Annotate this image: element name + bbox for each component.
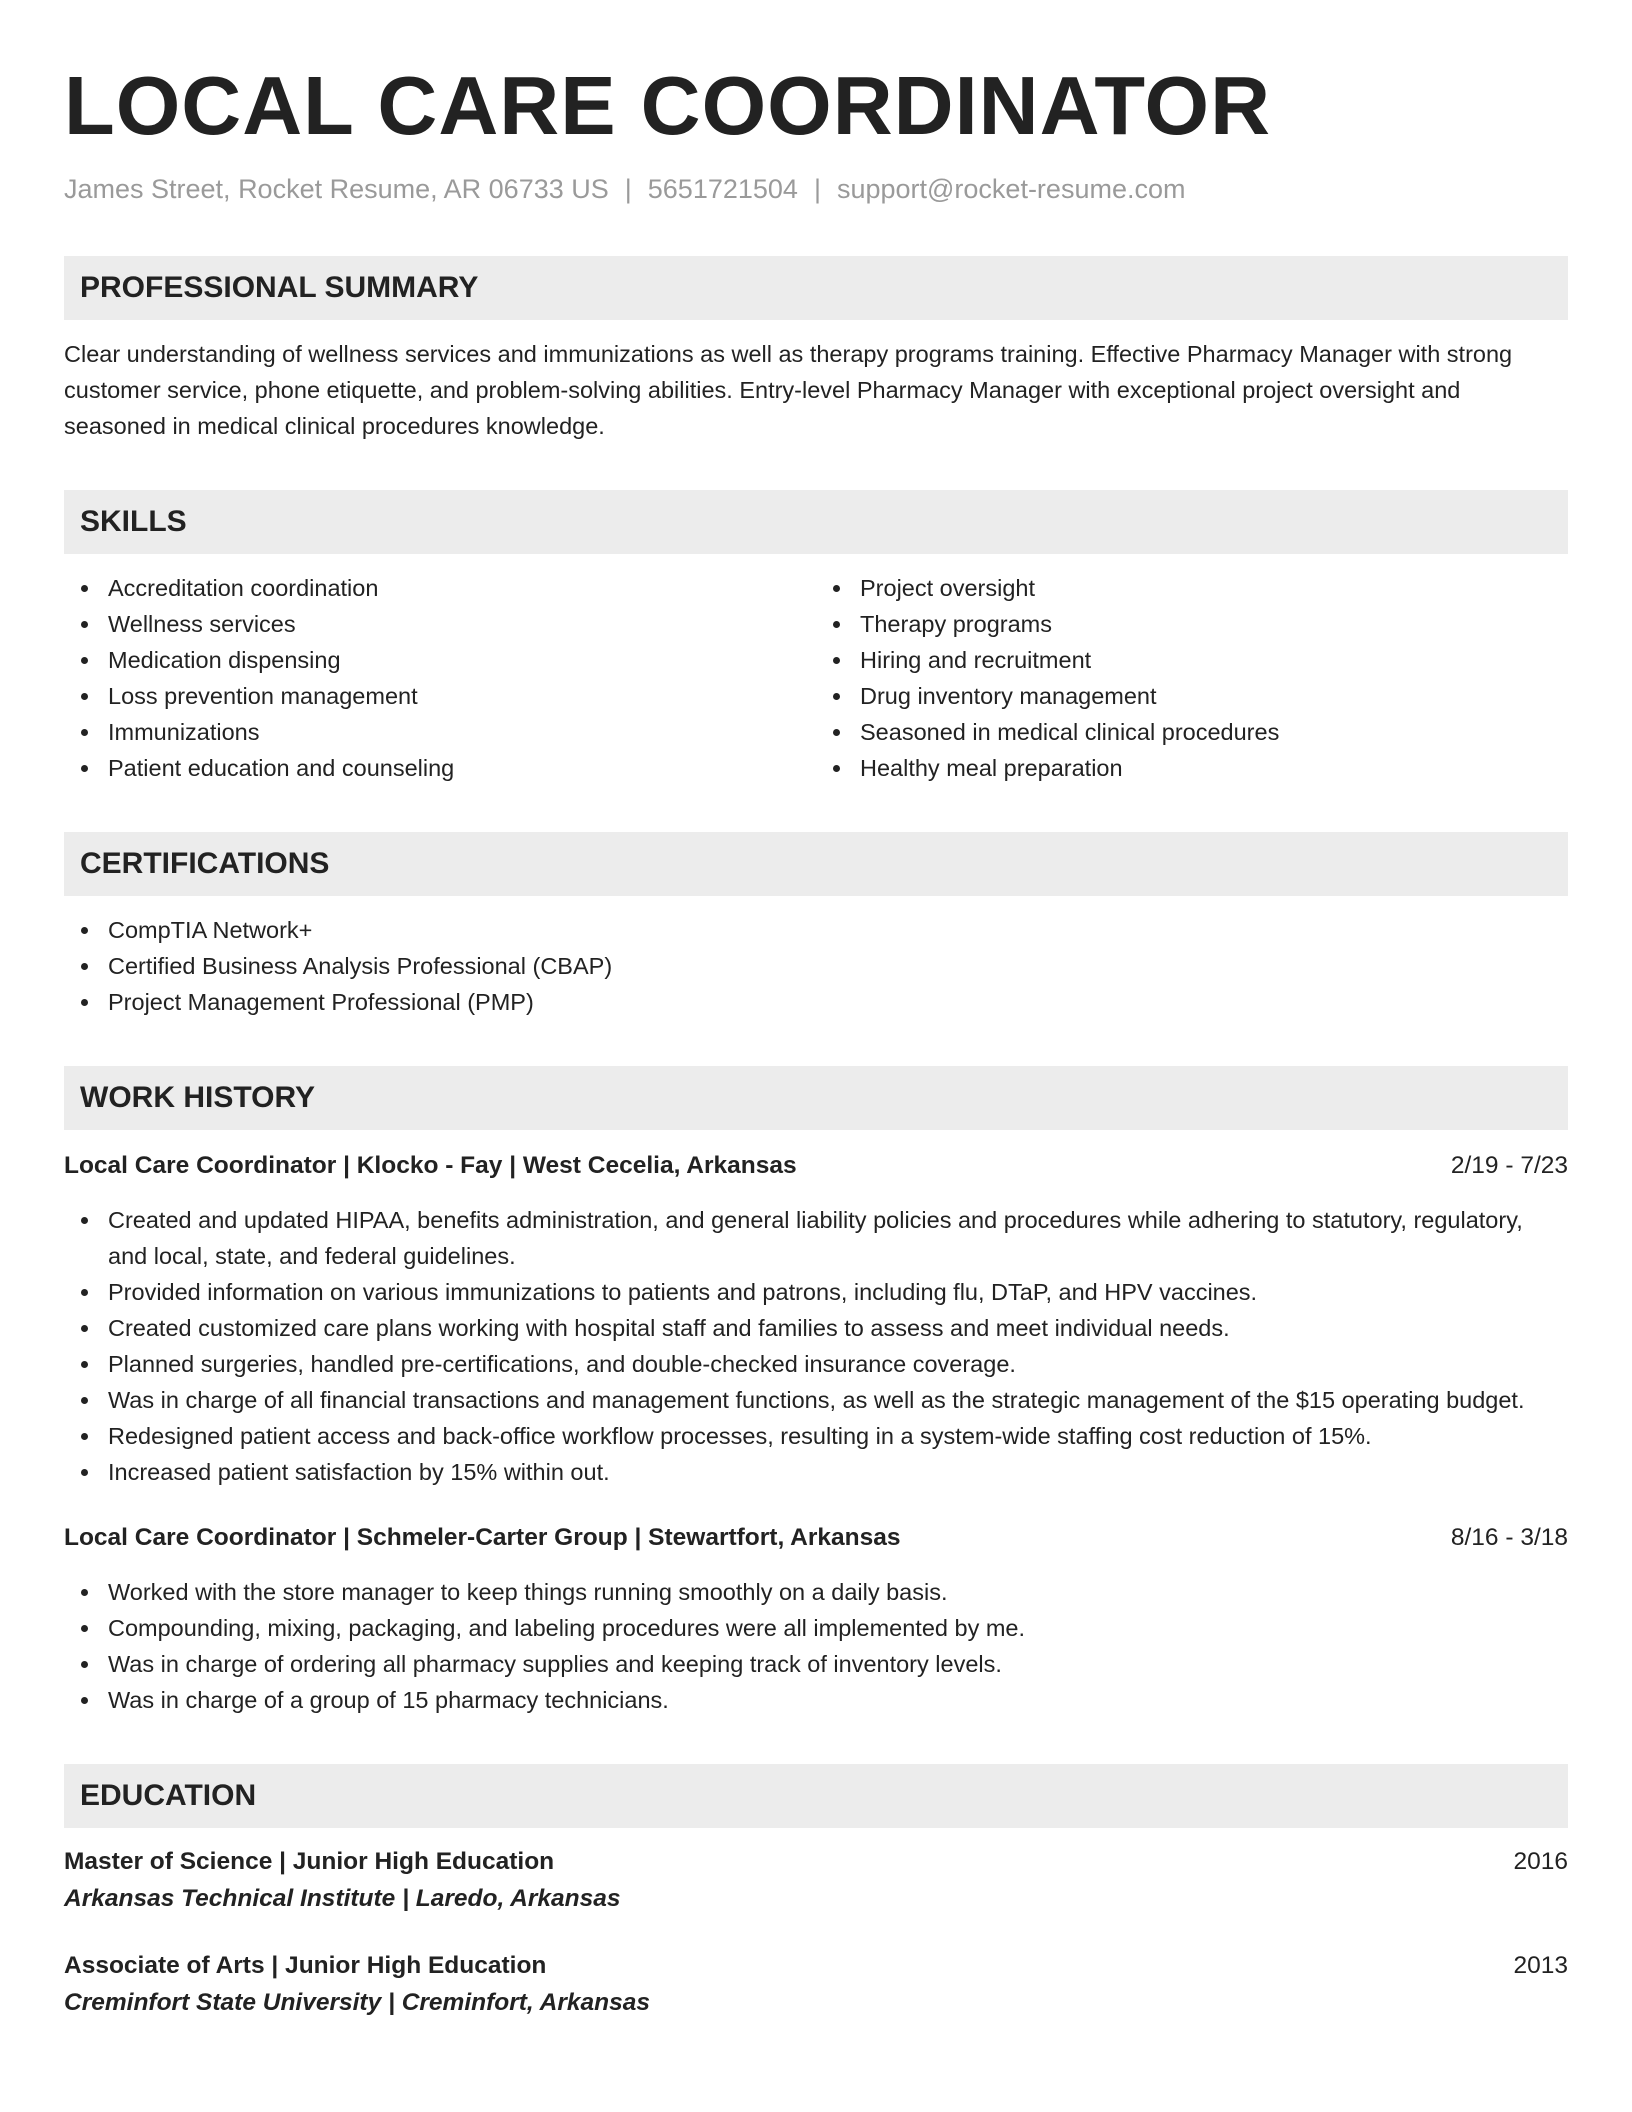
contact-address: James Street, Rocket Resume, AR 06733 US [64, 174, 609, 204]
education-degree: Associate of Arts | Junior High Education [64, 1952, 547, 1979]
certification-item: CompTIA Network+ [64, 912, 1568, 948]
skill-item: Immunizations [64, 714, 816, 750]
certifications-list [64, 912, 1568, 1020]
job-bullet: Was in charge of all financial transactions and management functions, as well as the strategic management of the $15 operating budget. [64, 1382, 1568, 1418]
section-header-summary: PROFESSIONAL SUMMARY [64, 256, 1568, 320]
contact-separator: | [624, 174, 632, 204]
skill-item: Therapy programs [816, 606, 1568, 642]
job-dates: 2/19 - 7/23 [1450, 1152, 1568, 1179]
job-heading: Local Care Coordinator | Klocko - Fay | West Cecelia, Arkansas [64, 1152, 797, 1179]
section-header-certifications: CERTIFICATIONS [64, 832, 1568, 896]
education-school: Arkansas Technical Institute | Laredo, Arkansas [64, 1885, 621, 1912]
job-bullet: Created and updated HIPAA, benefits administration, and general liability policies and procedures while adhering to statutory, regulatory, and local, state, and federal guidelines. [64, 1202, 1568, 1274]
job-bullet: Compounding, mixing, packaging, and labeling procedures were all implemented by me. [64, 1610, 1568, 1646]
job-bullet: Redesigned patient access and back-office workflow processes, resulting in a system-wide staffing cost reduction of 15%. [64, 1418, 1568, 1454]
job-bullet: Was in charge of a group of 15 pharmacy technicians. [64, 1682, 1568, 1718]
skill-item: Medication dispensing [64, 642, 816, 678]
skill-item: Patient education and counseling [64, 750, 816, 786]
job-header [64, 1148, 1568, 1184]
skills-column-right [816, 570, 1568, 786]
section-header-education: EDUCATION [64, 1764, 1568, 1828]
job-heading: Local Care Coordinator | Schmeler-Carter Group | Stewartfort, Arkansas [64, 1524, 901, 1551]
job-bullet: Planned surgeries, handled pre-certifications, and double-checked insurance coverage. [64, 1346, 1568, 1382]
job-bullet: Created customized care plans working with hospital staff and families to assess and meet individual needs. [64, 1310, 1568, 1346]
skill-item: Loss prevention management [64, 678, 816, 714]
contact-email: support@rocket-resume.com [836, 174, 1186, 204]
education-header [64, 1844, 1568, 1880]
skills-column-left [64, 570, 816, 786]
page-title: LOCAL CARE COORDINATOR [64, 59, 1272, 152]
education-entry [64, 1948, 1568, 2022]
job-header [64, 1520, 1568, 1556]
job-entry [64, 1520, 1568, 1718]
section-header-skills: SKILLS [64, 490, 1568, 554]
education-header [64, 1948, 1568, 1984]
education-degree: Master of Science | Junior High Education [64, 1848, 555, 1875]
job-bullets [64, 1202, 1568, 1490]
contact-line [64, 172, 1568, 206]
education-year: 2016 [1513, 1848, 1568, 1875]
skill-item: Healthy meal preparation [816, 750, 1568, 786]
skill-item: Drug inventory management [816, 678, 1568, 714]
skill-item: Accreditation coordination [64, 570, 816, 606]
job-entry [64, 1148, 1568, 1490]
summary-text: Clear understanding of wellness services and immunizations as well as therapy programs training. Effective Pharmacy Manager with strong customer service, phone etiquette, and problem-solving abilities. Entry-level Pharmacy Manager with exceptional project oversight and seasoned in medical clinical procedures knowledge. [64, 341, 1513, 439]
section-header-work-history: WORK HISTORY [64, 1066, 1568, 1130]
skill-item: Seasoned in medical clinical procedures [816, 714, 1568, 750]
certification-item: Certified Business Analysis Professional (CBAP) [64, 948, 1568, 984]
skill-item: Hiring and recruitment [816, 642, 1568, 678]
education-year: 2013 [1513, 1952, 1568, 1979]
job-bullet: Worked with the store manager to keep things running smoothly on a daily basis. [64, 1574, 1568, 1610]
education-entry [64, 1844, 1568, 1918]
job-bullet: Provided information on various immunizations to patients and patrons, including flu, DTaP, and HPV vaccines. [64, 1274, 1568, 1310]
skill-item: Project oversight [816, 570, 1568, 606]
skills-grid [64, 570, 1568, 786]
skill-item: Wellness services [64, 606, 816, 642]
job-bullet: Increased patient satisfaction by 15% within out. [64, 1454, 1568, 1490]
job-bullets [64, 1574, 1568, 1718]
job-bullet: Was in charge of ordering all pharmacy supplies and keeping track of inventory levels. [64, 1646, 1568, 1682]
education-school: Creminfort State University | Creminfort, Arkansas [64, 1989, 650, 2016]
contact-separator: | [813, 174, 821, 204]
job-dates: 8/16 - 3/18 [1450, 1524, 1568, 1551]
contact-phone: 5651721504 [647, 174, 798, 204]
certification-item: Project Management Professional (PMP) [64, 984, 1568, 1020]
